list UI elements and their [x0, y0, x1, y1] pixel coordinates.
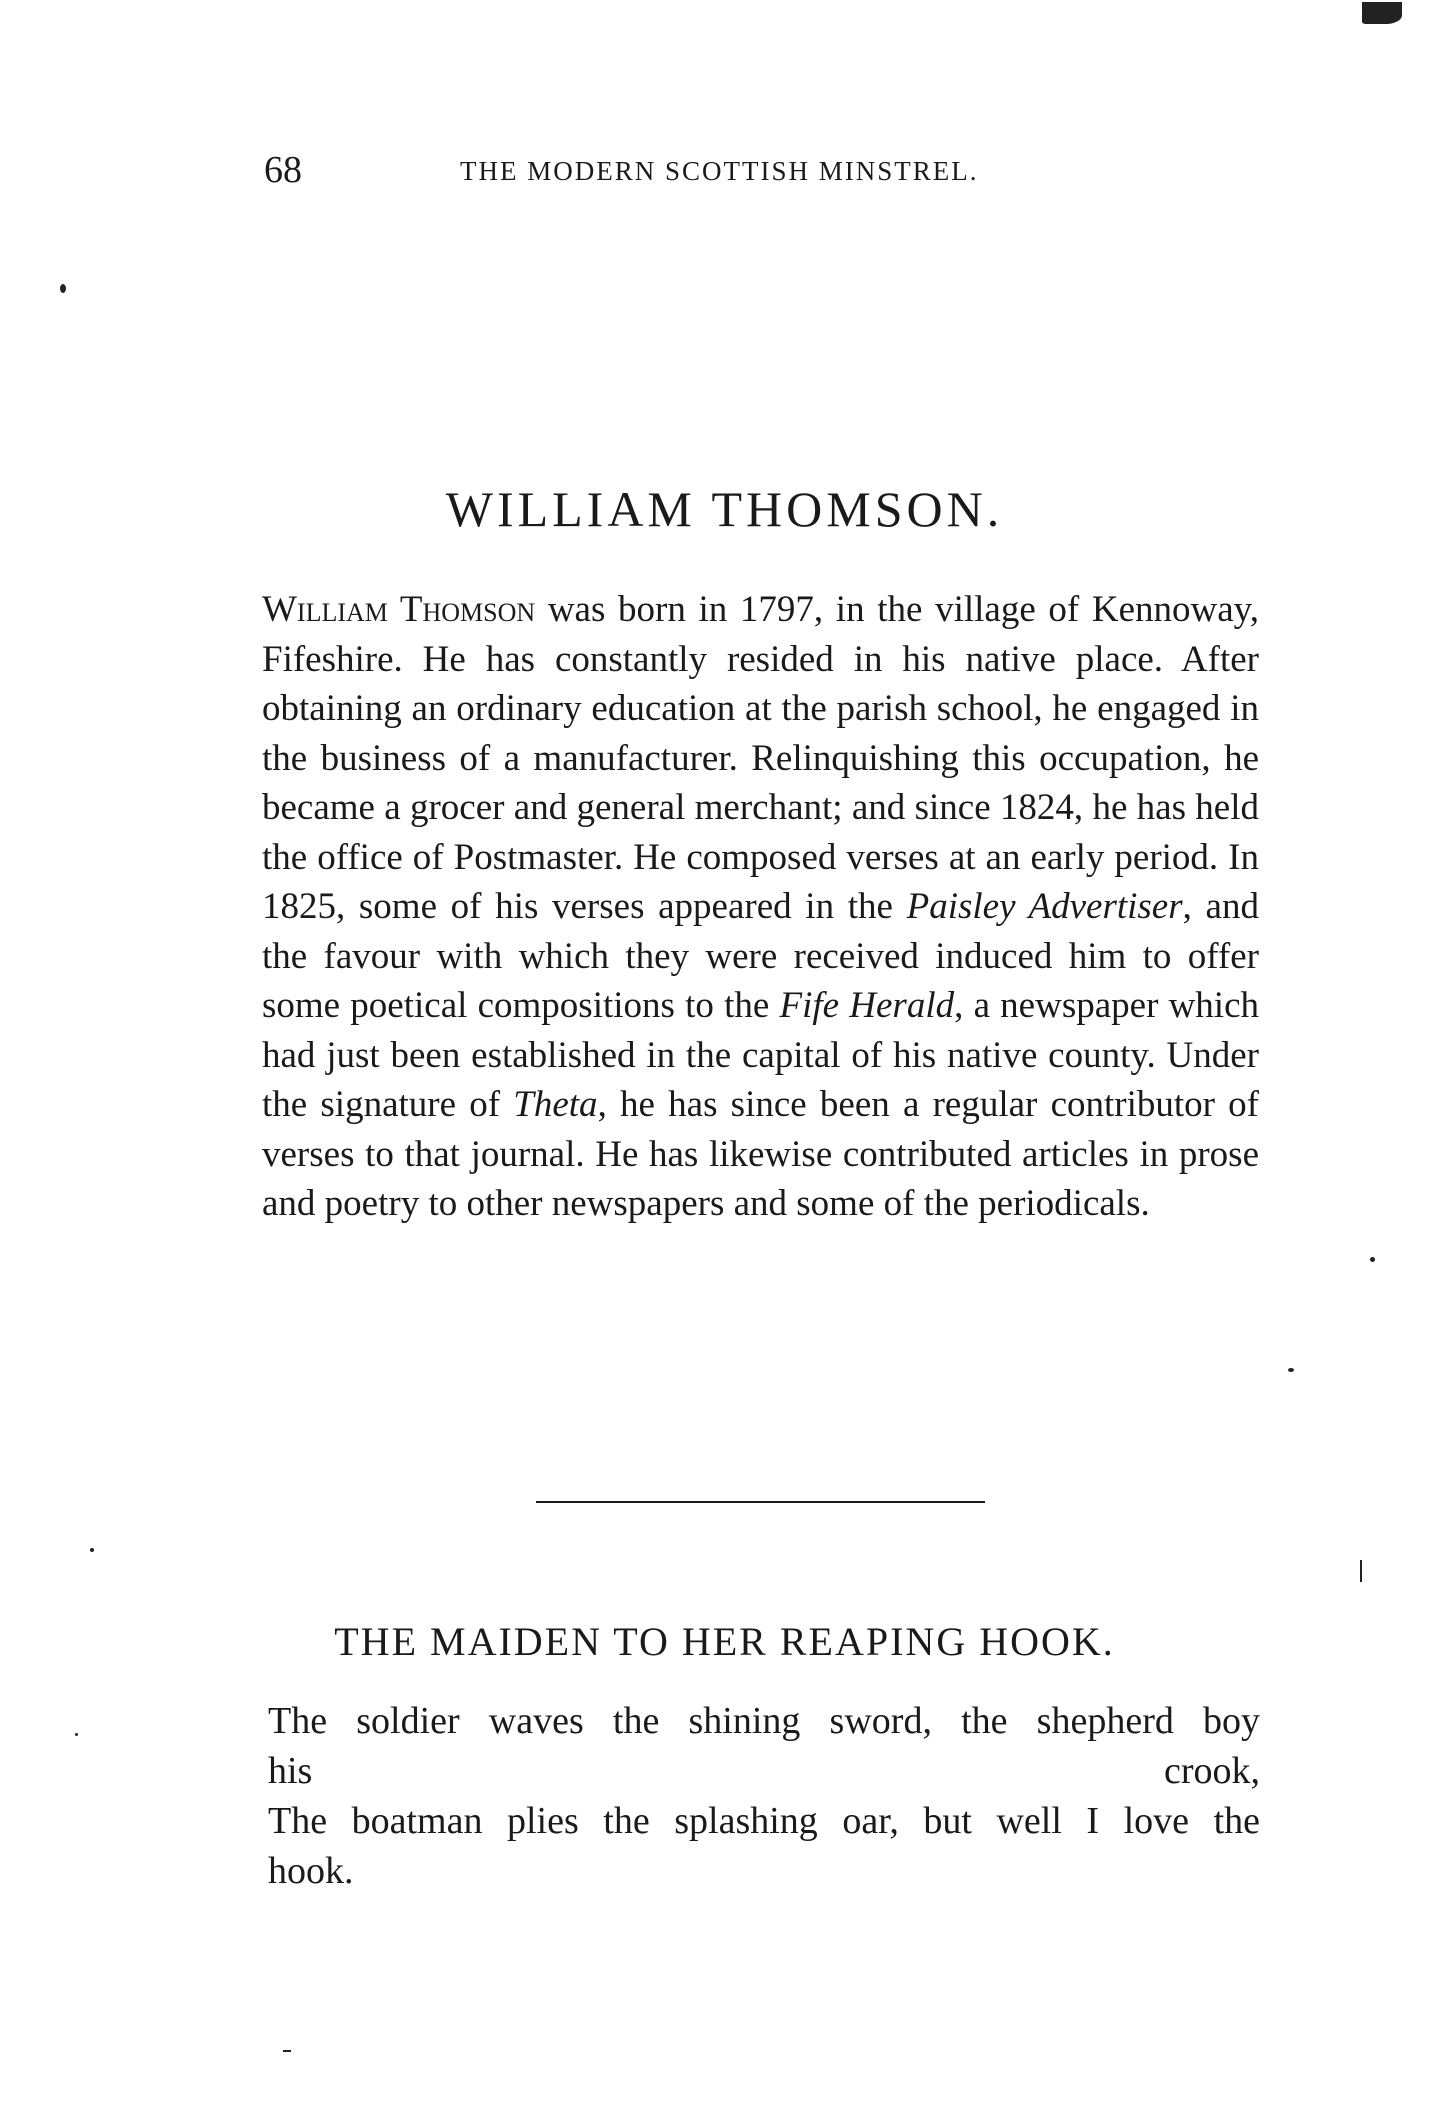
scan-speck — [1370, 1257, 1375, 1262]
scan-speck — [1360, 1560, 1362, 1582]
publication-title: Fife Herald — [779, 985, 955, 1026]
scan-speck — [60, 284, 66, 293]
poem-line-text: The boatman plies the splashing oar, but well I love the — [268, 1800, 1260, 1842]
scan-speck — [1288, 1368, 1294, 1372]
biography-text-segment: , and the favour with which they were received induced him to offer some poetical compositions to the — [262, 886, 1259, 1026]
pen-name: Theta — [513, 1084, 598, 1125]
scan-speck — [1362, 2, 1402, 24]
poem-line-continuation: his crook, — [268, 1750, 1260, 1792]
biography-text-segment: , he has since been a regular contributor of verses to that journal. He has likewise contributed articles in prose and poetry to other newspapers and some of the periodicals. — [262, 1084, 1259, 1224]
biography-text-segment: , a newspaper which had just been established in the capital of his native county. Under the signature of — [262, 985, 1260, 1125]
page-number: 68 — [264, 149, 302, 191]
poem-line-continuation: hook. — [268, 1850, 354, 1892]
section-divider — [536, 1501, 985, 1503]
poem-stanza — [268, 1696, 1260, 1896]
running-head — [264, 148, 1262, 196]
biography-paragraph — [262, 585, 1259, 1229]
scan-speck — [90, 1548, 94, 1552]
poem-title: THE MAIDEN TO HER REAPING HOOK. — [334, 1619, 1115, 1664]
poem-line — [268, 1696, 1260, 1796]
scan-speck — [283, 2050, 291, 2052]
poem-line-text: The soldier waves the shining sword, the shepherd boy — [268, 1700, 1260, 1742]
running-title: THE MODERN SCOTTISH MINSTREL. — [460, 156, 979, 186]
biography-lead-name: William Thomson — [262, 589, 536, 630]
biography-heading: WILLIAM THOMSON. — [445, 481, 1004, 537]
publication-title: Paisley Advertiser — [906, 886, 1183, 927]
scan-speck — [75, 1733, 78, 1736]
biography-text-segment: was born in 1797, in the village of Kennoway, Fifeshire. He has constantly resided in his native place. After obtaining an ordinary education at the parish school, he engaged in the business of a manufacturer. Relinquishing this occupation, he became a grocer and general merchant; and since 1824, he has held the office of Postmaster. He composed verses at an early period. In 1825, some of his verses appeared in the — [262, 589, 1260, 927]
poem-line — [268, 1796, 1260, 1896]
